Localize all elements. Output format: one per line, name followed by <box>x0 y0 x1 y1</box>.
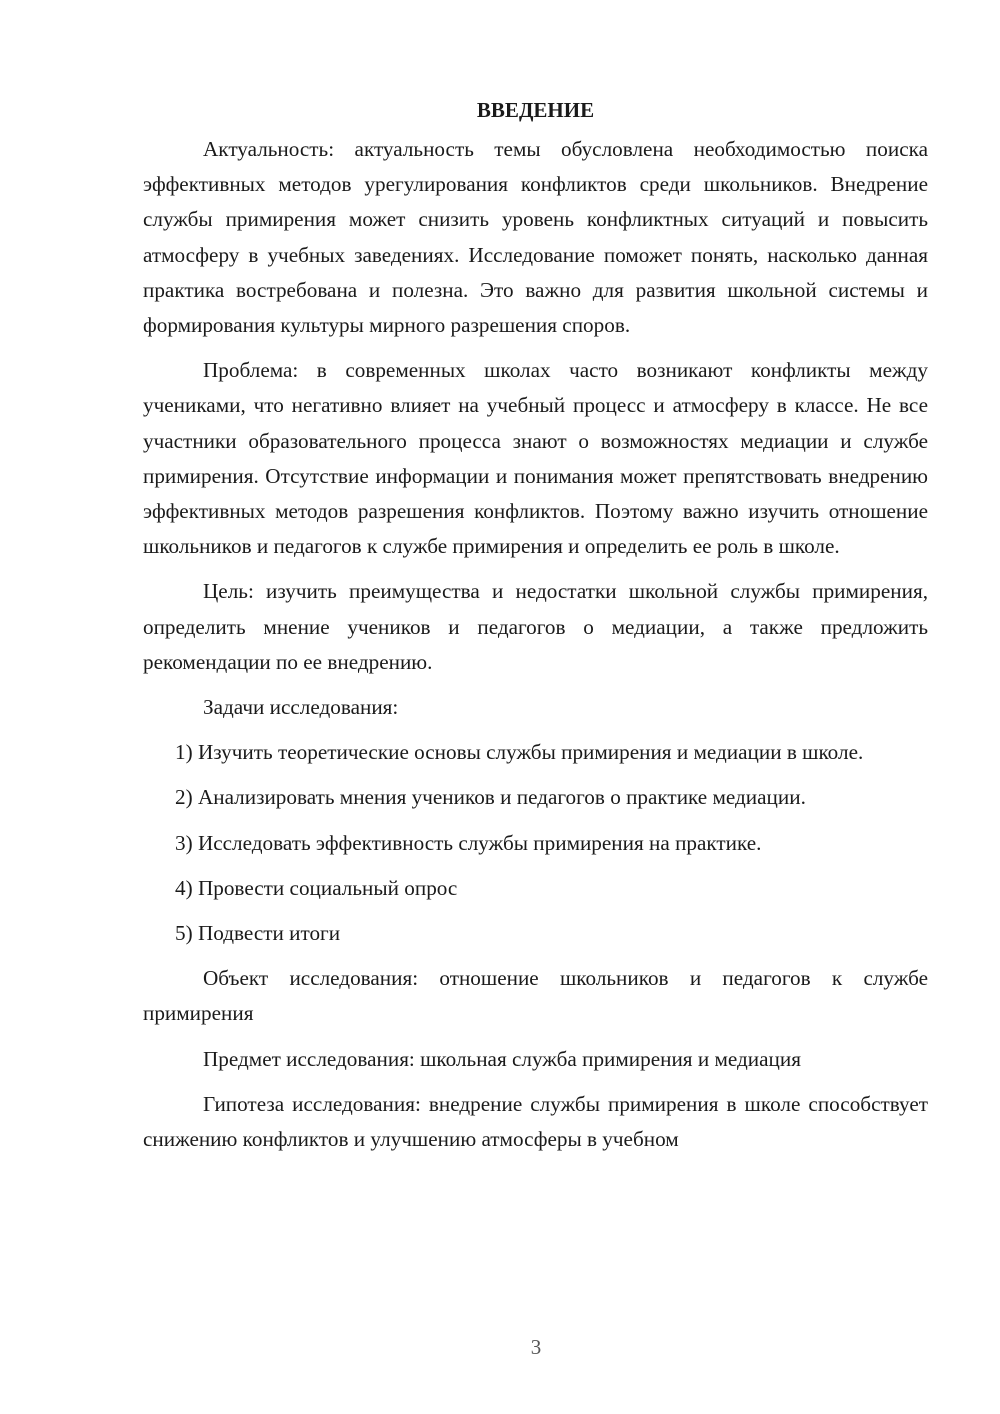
relevance-paragraph: Актуальность: актуальность темы обусловлена необходимостью поиска эффективных методов урегулирования конфликтов среди школьников. Внедрение службы примирения может снизить уровень конфликтных ситуаций и повысить атмосферу в учебных заведениях. Исследование поможет понять, насколько данная практика востребована и полезна. Это важно для развития школьной системы и формирования культуры мирного разрешения споров. <box>143 137 928 338</box>
task-item-2: 2) Анализировать мнения учеников и педагогов о практике медиации. <box>175 785 806 810</box>
subject-paragraph: Предмет исследования: школьная служба примирения и медиация <box>203 1046 801 1071</box>
page-number <box>36 1333 1000 1361</box>
problem-paragraph: Проблема: в современных школах часто возникают конфликты между учениками, что негативно влияет на учебный процесс и атмосферу в классе. Не все участники образовательного процесса знают о возможностях медиации и службе примирения. Отсутствие информации и понимания может препятствовать внедрению эффективных методов разрешения конфликтов. Поэтому важно изучить отношение школьников и педагогов к службе примирения и определить ее роль в школе. <box>143 358 928 559</box>
tasks-title: Задачи исследования: <box>203 695 399 720</box>
task-item-5: 5) Подвести итоги <box>175 921 341 946</box>
task-item-3: 3) Исследовать эффективность службы примирения на практике. <box>175 830 762 855</box>
page-title: ВВЕДЕНИЕ <box>476 98 595 122</box>
page-number-value: 3 <box>530 1335 542 1359</box>
task-item-4: 4) Провести социальный опрос <box>175 875 458 900</box>
document-page <box>143 96 928 1157</box>
task-item-1: 1) Изучить теоретические основы службы примирения и медиации в школе. <box>175 740 864 765</box>
goal-paragraph: Цель: изучить преимущества и недостатки школьной службы примирения, определить мнение учеников и педагогов о медиации, а также предложить рекомендации по ее внедрению. <box>143 579 928 674</box>
hypothesis-paragraph: Гипотеза исследования: внедрение службы примирения в школе способствует снижению конфликтов и улучшению атмосферы в учебном <box>143 1091 928 1152</box>
object-paragraph: Объект исследования: отношение школьников и педагогов к службе примирения <box>143 966 928 1026</box>
